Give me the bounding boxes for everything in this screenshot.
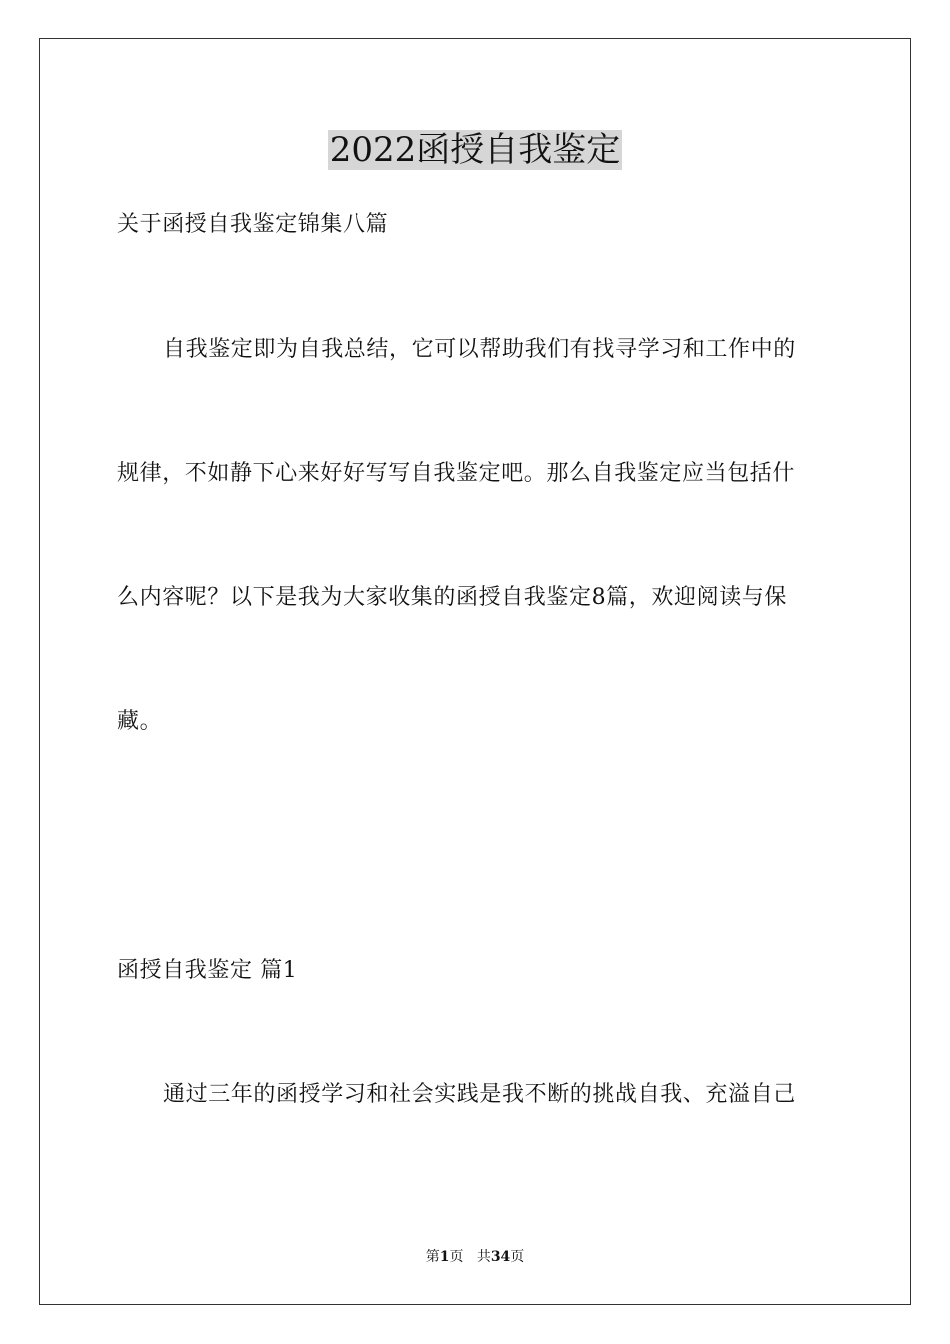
footer-page-prefix: 第 (425, 1249, 440, 1265)
section-heading: 函授自我鉴定 篇1 (117, 958, 298, 983)
footer-total-prefix: 共 (476, 1249, 491, 1265)
footer-total-suffix: 页 (510, 1249, 525, 1265)
page-footer (0, 1248, 950, 1266)
footer-page-number: 1 (439, 1249, 450, 1265)
intro-line-4: 藏。 (117, 709, 163, 734)
footer-page-suffix: 页 (449, 1249, 464, 1265)
footer-total-pages: 34 (490, 1249, 511, 1265)
intro-line-3: 么内容呢？以下是我为大家收集的函授自我鉴定8篇，欢迎阅读与保 (117, 585, 787, 610)
document-subtitle: 关于函授自我鉴定锦集八篇 (117, 212, 389, 237)
document-title-text: 2022函授自我鉴定 (329, 130, 621, 170)
section-line-1: 通过三年的函授学习和社会实践是我不断的挑战自我、充溢自己 (163, 1082, 796, 1107)
intro-line-2: 规律，不如静下心来好好写写自我鉴定吧。那么自我鉴定应当包括什 (117, 461, 796, 486)
intro-line-1: 自我鉴定即为自我总结，它可以帮助我们有找寻学习和工作中的 (163, 337, 796, 362)
document-title (0, 128, 950, 172)
